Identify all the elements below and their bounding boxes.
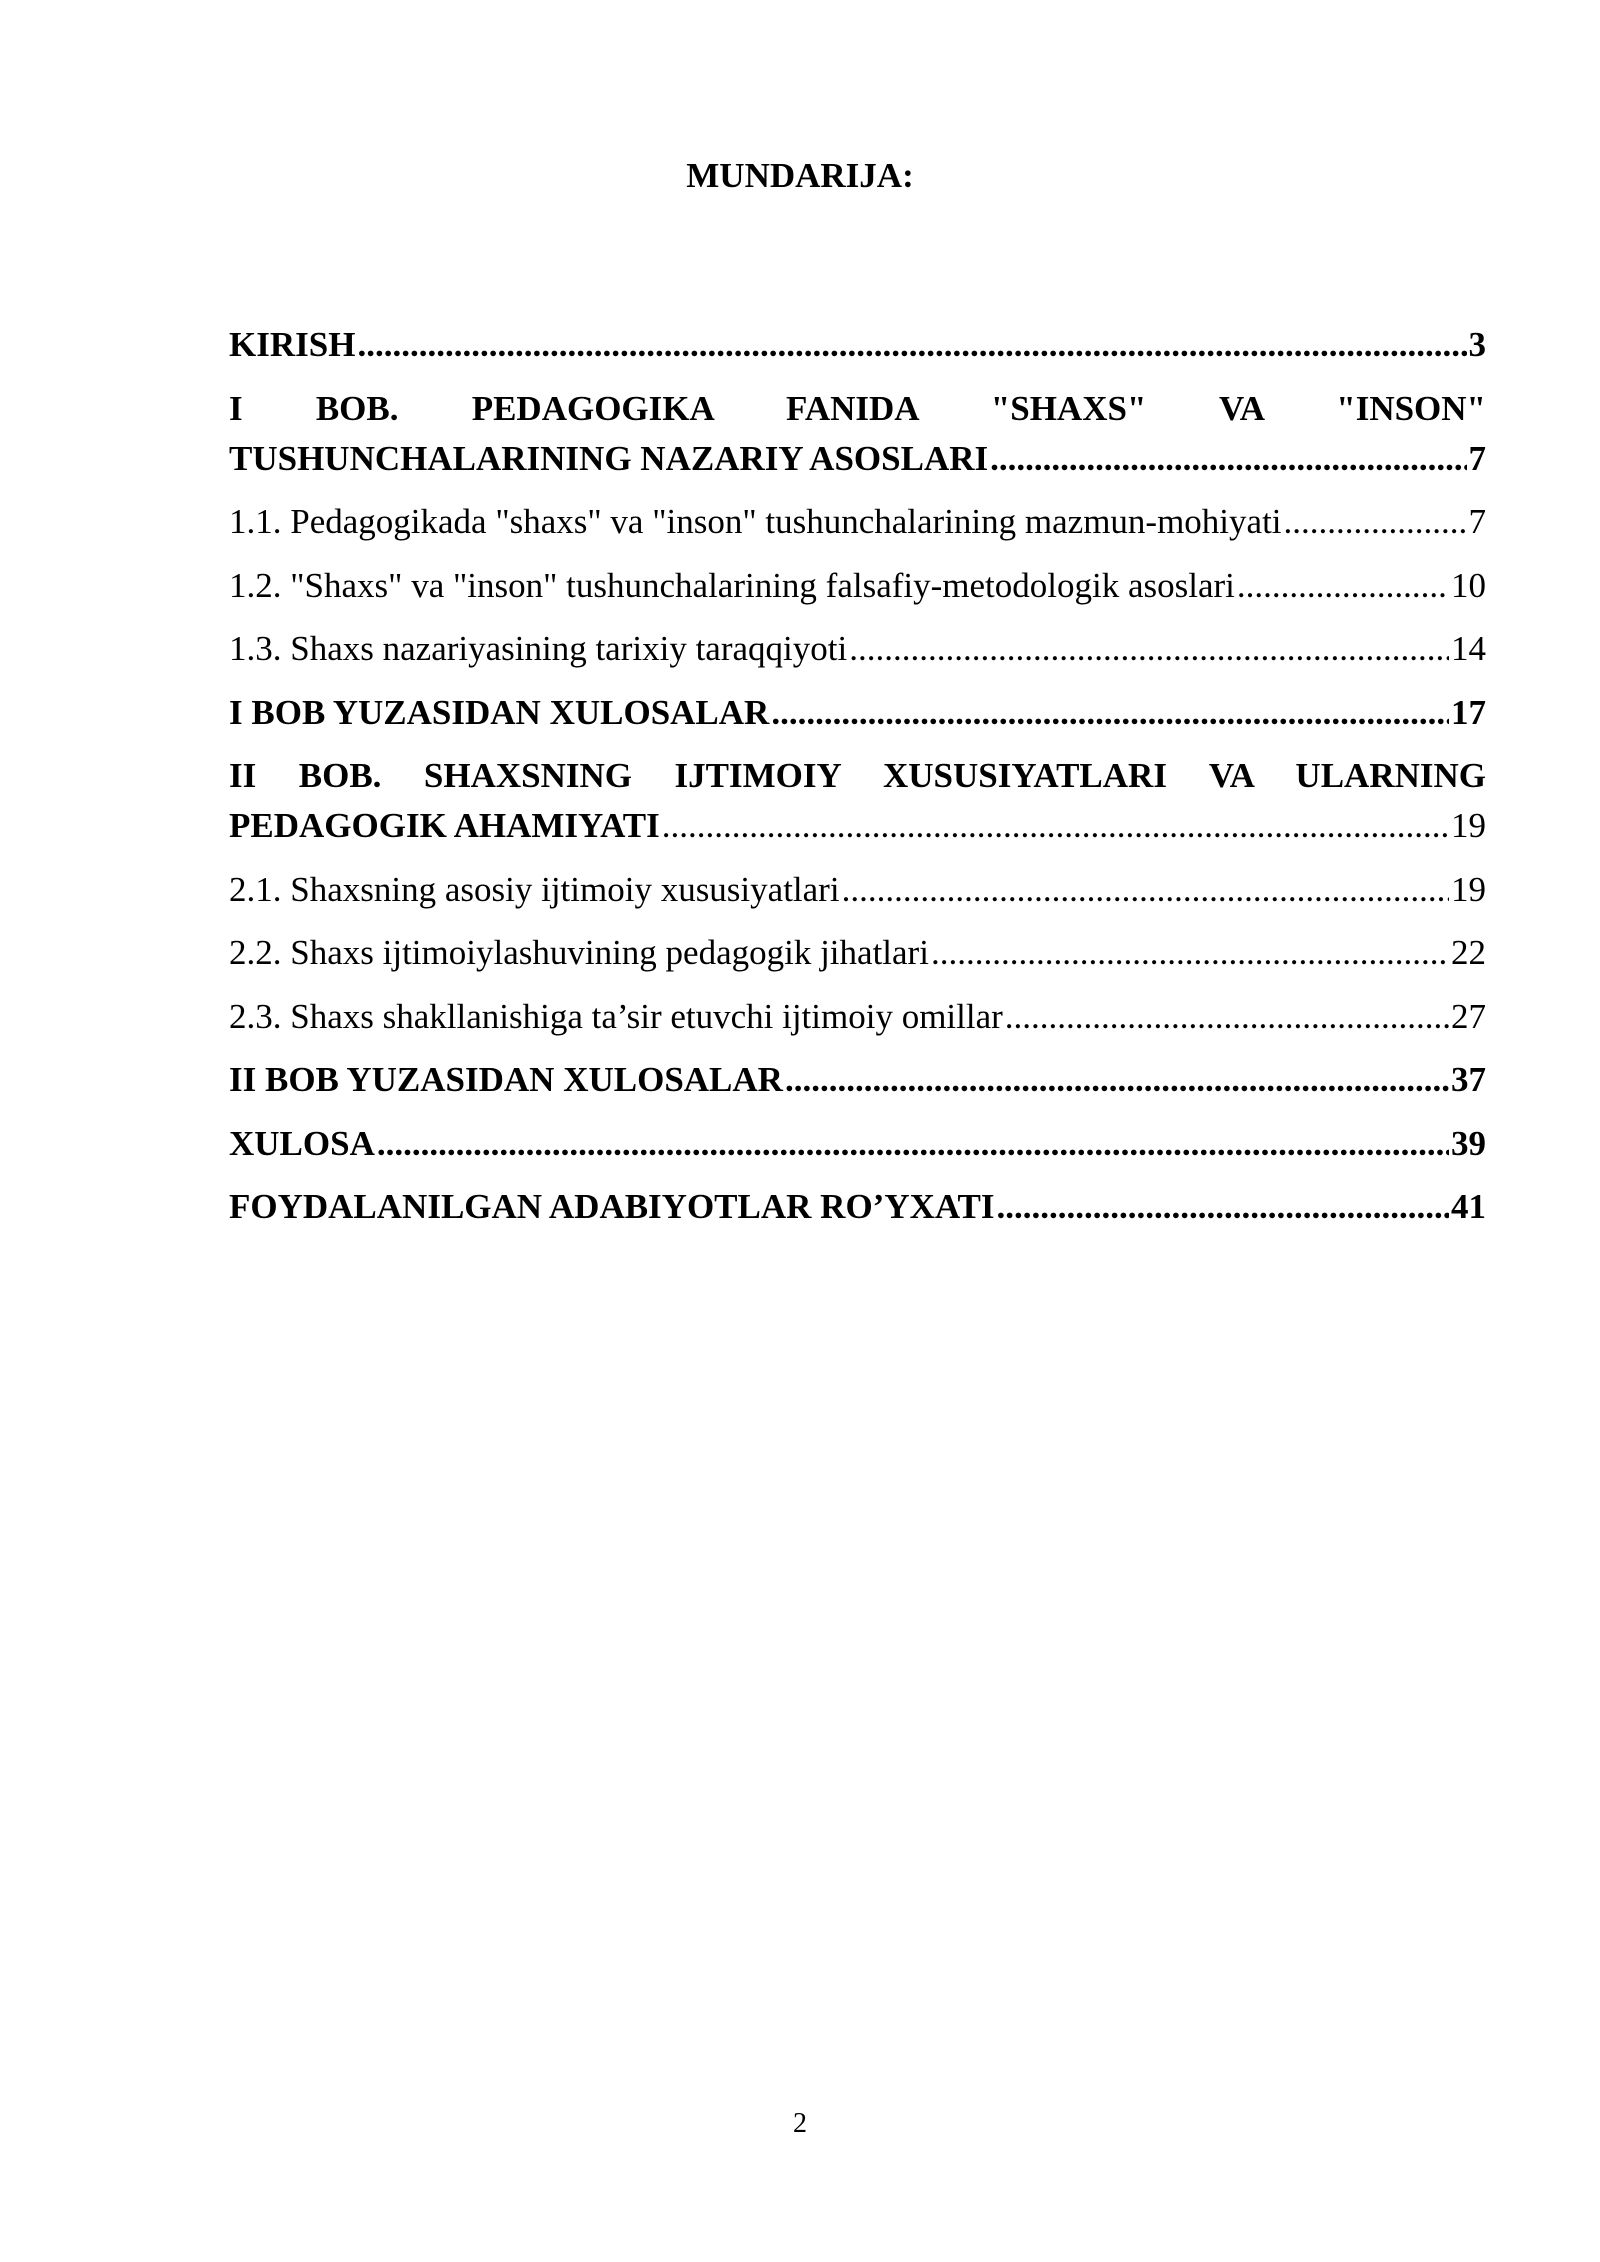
toc-entry-chapter-2-conclusions[interactable] [229, 1055, 1486, 1105]
toc-leader-dots [997, 1182, 1449, 1232]
toc-leader-dots [357, 320, 1466, 370]
toc-entry-label-line1: I BOB. PEDAGOGIKA FANIDA "SHAXS" VA "INSON" [229, 388, 1486, 428]
page-number: 2 [793, 2108, 807, 2139]
toc-leader-dots [662, 801, 1449, 851]
toc-entry-label: XULOSA [229, 1123, 375, 1163]
toc-entry-label: I BOB YUZASIDAN XULOSALAR [229, 692, 770, 732]
toc-leader-dots [931, 928, 1449, 978]
toc-entry-chapter-2[interactable] [229, 751, 1486, 851]
toc-entry-label: 2.1. Shaxsning asosiy ijtimoiy xususiyatlari [229, 869, 840, 909]
toc-entry-section-1-3[interactable] [229, 624, 1486, 674]
toc-page-number: 27 [1451, 996, 1486, 1036]
toc-entry-chapter-1-conclusions[interactable] [229, 688, 1486, 738]
toc-page-number: 17 [1451, 692, 1486, 732]
toc-page-number: 7 [1468, 502, 1486, 541]
toc-leader-dots [785, 1055, 1449, 1105]
toc-entry-xulosa[interactable] [229, 1119, 1486, 1169]
toc-leader-dots [990, 434, 1466, 484]
toc-entry-references[interactable] [229, 1182, 1486, 1232]
toc-leader-dots [771, 688, 1449, 738]
toc-entry-section-2-3[interactable] [229, 992, 1486, 1042]
toc-entry-section-1-1[interactable] [229, 497, 1486, 547]
toc-entry-label: II BOB YUZASIDAN XULOSALAR [229, 1060, 783, 1099]
toc-page-number: 19 [1451, 869, 1486, 909]
toc-entry-section-2-1[interactable] [229, 865, 1486, 915]
toc-page-number: 19 [1451, 806, 1486, 845]
toc-entry-label: FOYDALANILGAN ADABIYOTLAR RO’YXATI [229, 1187, 995, 1226]
toc-entry-label: 2.3. Shaxs shakllanishiga ta’sir etuvchi ijtimoiy omillar [229, 996, 1003, 1036]
toc-page-number: 41 [1451, 1187, 1486, 1226]
toc-page-number: 10 [1451, 565, 1486, 605]
toc-leader-dots [1284, 497, 1467, 547]
toc-entry-section-2-2[interactable] [229, 928, 1486, 978]
table-of-contents [229, 320, 1486, 1246]
toc-leader-dots [1005, 992, 1449, 1042]
toc-entry-chapter-1[interactable] [229, 384, 1486, 484]
toc-leader-dots [377, 1119, 1449, 1169]
toc-leader-dots [842, 865, 1449, 915]
toc-entry-label-line2: PEDAGOGIK AHAMIYATI [229, 806, 660, 845]
toc-entry-label: 2.2. Shaxs ijtimoiylashuvining pedagogik jihatlari [229, 933, 929, 972]
toc-entry-label-line1: II BOB. SHAXSNING IJTIMOIY XUSUSIYATLARI VA ULARNING [229, 756, 1486, 795]
toc-entry-label: KIRISH [229, 325, 356, 364]
toc-entry-label-line2: TUSHUNCHALARINING NAZARIY ASOSLARI [229, 438, 989, 478]
toc-page-number: 22 [1451, 933, 1486, 972]
toc-entry-label: 1.2. "Shaxs" va "inson" tushunchalarining falsafiy-metodologik asoslari [229, 565, 1235, 605]
toc-leader-dots [1237, 561, 1449, 611]
toc-page-number: 14 [1451, 629, 1486, 668]
toc-entry-section-1-2[interactable] [229, 561, 1486, 611]
toc-page-number: 37 [1451, 1060, 1486, 1099]
toc-entry-label: 1.3. Shaxs nazariyasining tarixiy taraqqiyoti [229, 629, 848, 668]
toc-page-number: 7 [1468, 438, 1486, 478]
toc-leader-dots [849, 624, 1449, 674]
toc-page-number: 39 [1451, 1123, 1486, 1163]
toc-entry-kirish[interactable] [229, 320, 1486, 370]
toc-entry-label: 1.1. Pedagogikada "shaxs" va "inson" tushunchalarining mazmun-mohiyati [229, 502, 1282, 541]
page-title: MUNDARIJA: [686, 156, 914, 195]
toc-page-number: 3 [1468, 325, 1486, 364]
